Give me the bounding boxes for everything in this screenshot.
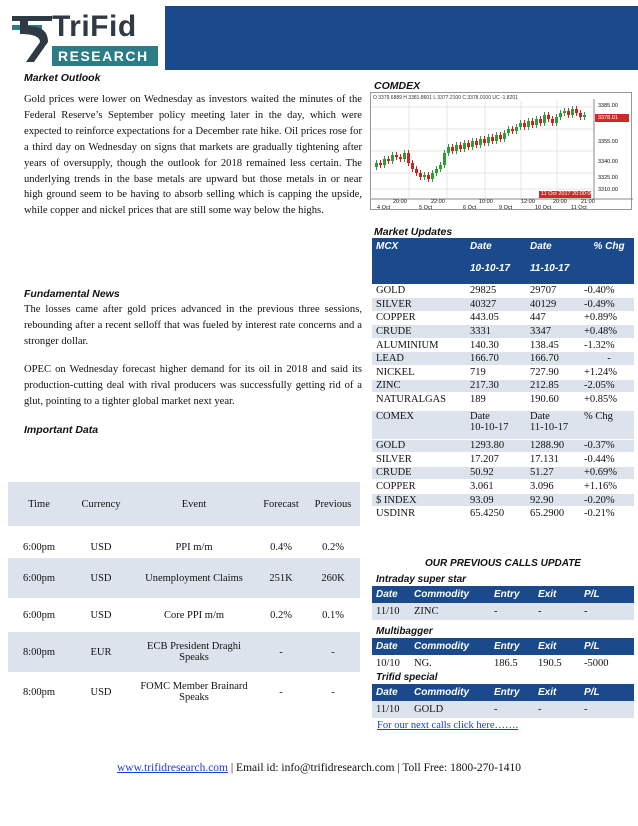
chart-ohlc-info: O 3379.6889 H 3381.8601 L 3377.2100 C 3378.0100 UC -1.8201	[373, 95, 518, 101]
price-label: 3385.00	[598, 103, 618, 109]
table-row: 11/10 GOLD - - -	[372, 701, 634, 718]
table-row: SILVER 40327 40129 -0.49%	[372, 298, 634, 312]
market-outlook-text: Gold prices were lower on Wednesday as investors waited the minutes of the Federal Reserve’s September policy meeting later in the day, which were expected to reinforce expectations for a December rate hike. Oil prices rose for a third day on Wednesday on signs that markets are gradually tightening after years of oversupply, though the outlook for 2018 remained less certain. The underlying trends in the base metals are upward but those metals in or near high ground seem to be having to absorb selling which is capping the upside, while copper and nickel prices that are still some way below the highs.	[24, 94, 362, 217]
next-calls-link[interactable]: For our next calls click here…….	[377, 720, 519, 731]
candle	[411, 163, 414, 169]
candle	[431, 173, 434, 179]
calls-header: Date Commodity Entry Exit P/L	[372, 586, 634, 603]
header-banner	[165, 6, 638, 70]
price-label: 3310.00	[598, 187, 618, 193]
candle	[491, 137, 494, 141]
multibagger-title: Multibagger	[376, 626, 433, 637]
chart-timestamp: 11 Oct 2017 20:00:00	[541, 191, 594, 197]
candle	[503, 133, 506, 139]
candle	[559, 113, 562, 117]
col-date-1: Date 10-10-17	[466, 238, 526, 284]
candle	[579, 113, 582, 117]
candle	[403, 153, 406, 159]
candle	[571, 109, 574, 115]
col-pct-chg: % Chg	[580, 411, 634, 439]
candle	[383, 159, 386, 165]
candle	[507, 129, 510, 133]
candle	[419, 173, 422, 177]
candle	[535, 119, 538, 125]
candle	[435, 169, 438, 173]
candle	[547, 115, 550, 119]
logo-wordmark: TriFid	[52, 10, 137, 43]
logo-subtitle: RESEARCH	[52, 46, 158, 66]
table-row: SILVER 17.207 17.131 -0.44%	[372, 453, 634, 467]
table-row: LEAD 166.70 166.70 -	[372, 352, 634, 366]
footer	[0, 762, 638, 774]
header-strip	[175, 64, 638, 70]
comdex-chart	[370, 92, 632, 210]
col-mcx: MCX	[372, 238, 466, 284]
intraday-title: Intraday super star	[376, 574, 467, 585]
col-time: Time	[8, 482, 70, 526]
table-row: $ INDEX 93.09 92.90 -0.20%	[372, 493, 634, 507]
table-row: 8:00pm USD FOMC Member Brainard Speaks - -	[22, 681, 335, 703]
candle	[447, 147, 450, 153]
important-data-header	[8, 482, 360, 526]
candle	[515, 127, 518, 131]
trifid-logo	[6, 6, 166, 68]
time-axis: 20:00 22:00 10:00 12:00 20:00 21:00 4 Oct 5 Oct 6 Oct 9 Oct 10 Oct 11 Oct	[377, 199, 595, 211]
price-label: 3325.00	[598, 175, 618, 181]
comex-header	[372, 411, 634, 439]
candle	[523, 123, 526, 127]
candle	[527, 121, 530, 127]
calls-title: OUR PREVIOUS CALLS UPDATE	[425, 558, 581, 569]
table-row: NICKEL 719 727.90 +1.24%	[372, 366, 634, 380]
table-row: USDINR 65.4250 65.2900 -0.21%	[372, 507, 634, 521]
fundamental-news-p2: OPEC on Wednesday forecast higher demand for its oil in 2018 and said its production-cutting deal with rival producers was successfully getting rid of a glut, pointing to a tighter global market next year.	[24, 364, 362, 407]
rupee-logo-icon	[10, 12, 54, 64]
calls-header: Date Commodity Entry Exit P/L	[372, 684, 634, 701]
market-updates-title: Market Updates	[374, 226, 453, 238]
comex-table	[372, 411, 634, 521]
table-row: COPPER 443.05 447 +0.89%	[372, 311, 634, 325]
table-row: ALUMINIUM 140.30 138.45 -1.32%	[372, 338, 634, 352]
candle	[415, 169, 418, 173]
multibagger-table	[372, 638, 634, 672]
mcx-table	[372, 238, 634, 407]
candle	[399, 157, 402, 159]
price-label: 3378.01	[598, 115, 618, 121]
trifid-special-table	[372, 684, 634, 718]
candle	[563, 111, 566, 113]
col-pct-chg: % Chg	[580, 238, 634, 284]
table-row: CRUDE 3331 3347 +0.48%	[372, 325, 634, 339]
candle	[495, 135, 498, 141]
candle	[531, 121, 534, 125]
table-row: GOLD 1293.80 1288.90 -0.37%	[372, 439, 634, 453]
candle	[583, 115, 586, 117]
candle	[543, 115, 546, 123]
table-row: 11/10 ZINC - - -	[372, 603, 634, 620]
col-date-2: Date 11-10-17	[526, 238, 580, 284]
candlestick-chart	[371, 93, 633, 211]
price-label: 3355.00	[598, 139, 618, 145]
candle	[567, 111, 570, 115]
candle	[551, 119, 554, 123]
col-comex: COMEX	[372, 411, 466, 439]
important-data-title: Important Data	[24, 424, 99, 436]
comdex-title: COMDEX	[374, 80, 421, 92]
candle	[455, 145, 458, 151]
col-forecast: Forecast	[256, 482, 306, 526]
candle	[407, 153, 410, 163]
candle	[463, 143, 466, 149]
candle	[539, 119, 542, 123]
mcx-header	[372, 238, 634, 284]
table-row: 6:00pm USD Unemployment Claims 251K 260K	[8, 558, 360, 598]
col-event: Event	[132, 482, 256, 526]
footer-contact: | Email id: info@trifidresearch.com | Toll Free: 1800-270-1410	[228, 762, 521, 774]
candle	[451, 147, 454, 151]
candle	[443, 153, 446, 165]
candle	[479, 139, 482, 145]
candle	[555, 117, 558, 123]
website-link[interactable]: www.trifidresearch.com	[116, 762, 228, 774]
candle	[395, 155, 398, 157]
table-row: 6:00pm USD PPI m/m 0.4% 0.2%	[22, 541, 344, 553]
candle	[511, 129, 514, 131]
candle	[519, 123, 522, 127]
candle	[467, 143, 470, 147]
candle	[575, 109, 578, 113]
candle	[427, 175, 430, 179]
table-row: NATURALGAS 189 190.60 +0.85%	[372, 393, 634, 407]
candle	[387, 159, 390, 161]
table-row: CRUDE 50.92 51.27 +0.69%	[372, 466, 634, 480]
market-outlook-title: Market Outlook	[24, 72, 101, 84]
table-row: GOLD 29825 29707 -0.40%	[372, 284, 634, 298]
intraday-table	[372, 586, 634, 620]
fundamental-news-title: Fundamental News	[24, 288, 120, 300]
candle	[475, 141, 478, 145]
table-row: 10/10 NG. 186.5 190.5 -5000	[372, 655, 634, 672]
col-date-1: Date 10-10-17	[466, 411, 526, 439]
col-date-2: Date 11-10-17	[526, 411, 580, 439]
col-currency: Currency	[70, 482, 132, 526]
trifid-special-title: Trifid special	[376, 672, 438, 683]
table-row: 6:00pm USD Core PPI m/m 0.2% 0.1%	[22, 609, 344, 621]
fundamental-news-p1: The losses came after gold prices advanced in the previous three sessions, rebounding after a recent selloff that was fueled by interest rate concerns and a stronger dollar.	[24, 304, 362, 347]
candle	[375, 163, 378, 167]
table-row: ZINC 217.30 212.85 -2.05%	[372, 379, 634, 393]
col-previous: Previous	[306, 482, 360, 526]
price-label: 3340.00	[598, 159, 618, 165]
candle	[391, 155, 394, 161]
table-row: COPPER 3.061 3.096 +1.16%	[372, 480, 634, 494]
candle	[423, 175, 426, 177]
calls-header: Date Commodity Entry Exit P/L	[372, 638, 634, 655]
table-row: 8:00pm EUR ECB President Draghi Speaks - -	[8, 632, 360, 672]
candle	[379, 163, 382, 165]
candle	[499, 135, 502, 139]
candle	[471, 141, 474, 147]
candle	[487, 137, 490, 143]
candle	[459, 145, 462, 149]
candle	[439, 165, 442, 169]
important-data-table	[8, 482, 360, 712]
candle	[483, 139, 486, 143]
